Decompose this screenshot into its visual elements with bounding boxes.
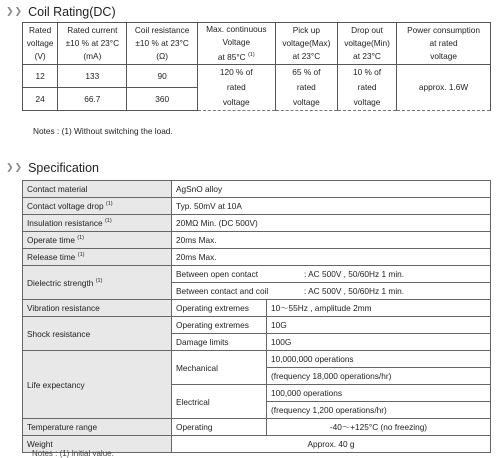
table-row: Weight Approx. 40 g xyxy=(23,436,491,453)
spec-label: Dielectric strength $^{(1)}$ xyxy=(23,266,172,300)
spec-label: Contact material xyxy=(23,181,172,198)
double-chevron-right-icon: ❯ ❯ xyxy=(6,162,23,173)
double-chevron-right-icon: ❯ ❯ xyxy=(6,6,23,17)
dropout-value: 10 % of rated voltage xyxy=(337,64,396,110)
specification-header xyxy=(6,161,99,175)
coil-rating-table xyxy=(22,22,491,111)
power-value: approx. 1.6W xyxy=(397,64,491,110)
table-row: Operate time $^{(1)}$ 20ms Max. xyxy=(23,232,491,249)
table-row: Contact material AgSnO alloy xyxy=(23,181,491,198)
spec-label: Temperature range xyxy=(23,419,172,436)
specification-table xyxy=(22,180,491,453)
spec-label: Shock resistance xyxy=(23,317,172,351)
col-rated-current: Rated current ±10 % at 23°C (mA) xyxy=(58,23,127,65)
col-max-voltage: Max. continuous Voltage at 85°C $^{(1)}$ xyxy=(197,23,275,65)
col-power: Power consumption at rated voltage xyxy=(397,23,491,65)
spec-label: Vibration resistance xyxy=(23,300,172,317)
spec-label: Operate time $^{(1)}$ xyxy=(23,232,172,249)
table-row: Electrical 100,000 operations xyxy=(23,385,491,402)
coil-rating-title: Coil Rating(DC) xyxy=(28,5,116,19)
table-row: 24 66.7 360 xyxy=(23,87,491,110)
table-row: 12 133 90 120 % of rated voltage 65 % of rated voltage 10 % of rated voltage approx. 1.6W xyxy=(23,64,491,87)
table-row: Vibration resistance Operating extremes 10～55Hz , amplitude 2mm xyxy=(23,300,491,317)
col-pickup: Pick up voltage(Max) at 23°C xyxy=(275,23,337,65)
coil-notes: Notes : (1) Without switching the load. xyxy=(33,126,173,136)
table-row: Dielectric strength $^{(1)}$ Between open contact : AC 500V , 50/60Hz 1 min. xyxy=(23,266,491,283)
table-row: Contact voltage drop $^{(1)}$ Typ. 50mV at 10A xyxy=(23,198,491,215)
spec-label: Contact voltage drop $^{(1)}$ xyxy=(23,198,172,215)
table-row: Life expectancy Mechanical 10,000,000 operations xyxy=(23,351,491,368)
spec-label: Insulation resistance $^{(1)}$ xyxy=(23,215,172,232)
table-row: Damage limits 100G xyxy=(23,334,491,351)
table-row: (frequency 18,000 operations/hr) xyxy=(23,368,491,385)
col-dropout: Drop out voltage(Min) at 23°C xyxy=(337,23,396,65)
table-row: (frequency 1,200 operations/hr) xyxy=(23,402,491,419)
pickup-value: 65 % of rated voltage xyxy=(275,64,337,110)
table-row: Temperature range Operating -40～+125°C (no freezing) xyxy=(23,419,491,436)
spec-label: Release time $^{(1)}$ xyxy=(23,249,172,266)
spec-label: Life expectancy xyxy=(23,351,172,419)
spec-notes-clipped: Notes : (1) Initial value. xyxy=(32,449,114,458)
col-rated-voltage: Rated voltage (V) xyxy=(23,23,58,65)
table-row: Insulation resistance $^{(1)}$ 20MΩ Min. (DC 500V) xyxy=(23,215,491,232)
spec-label: Weight xyxy=(23,436,172,453)
coil-rating-header xyxy=(6,5,116,19)
specification-title: Specification xyxy=(28,161,99,175)
table-row: Shock resistance Operating extremes 10G xyxy=(23,317,491,334)
table-row: Between contact and coil : AC 500V , 50/60Hz 1 min. xyxy=(23,283,491,300)
table-row: Release time $^{(1)}$ 20ms Max. xyxy=(23,249,491,266)
col-coil-resistance: Coil resistance ±10 % at 23°C (Ω) xyxy=(127,23,197,65)
max-voltage-value: 120 % of rated voltage xyxy=(197,64,275,110)
coil-header-row xyxy=(23,23,491,65)
